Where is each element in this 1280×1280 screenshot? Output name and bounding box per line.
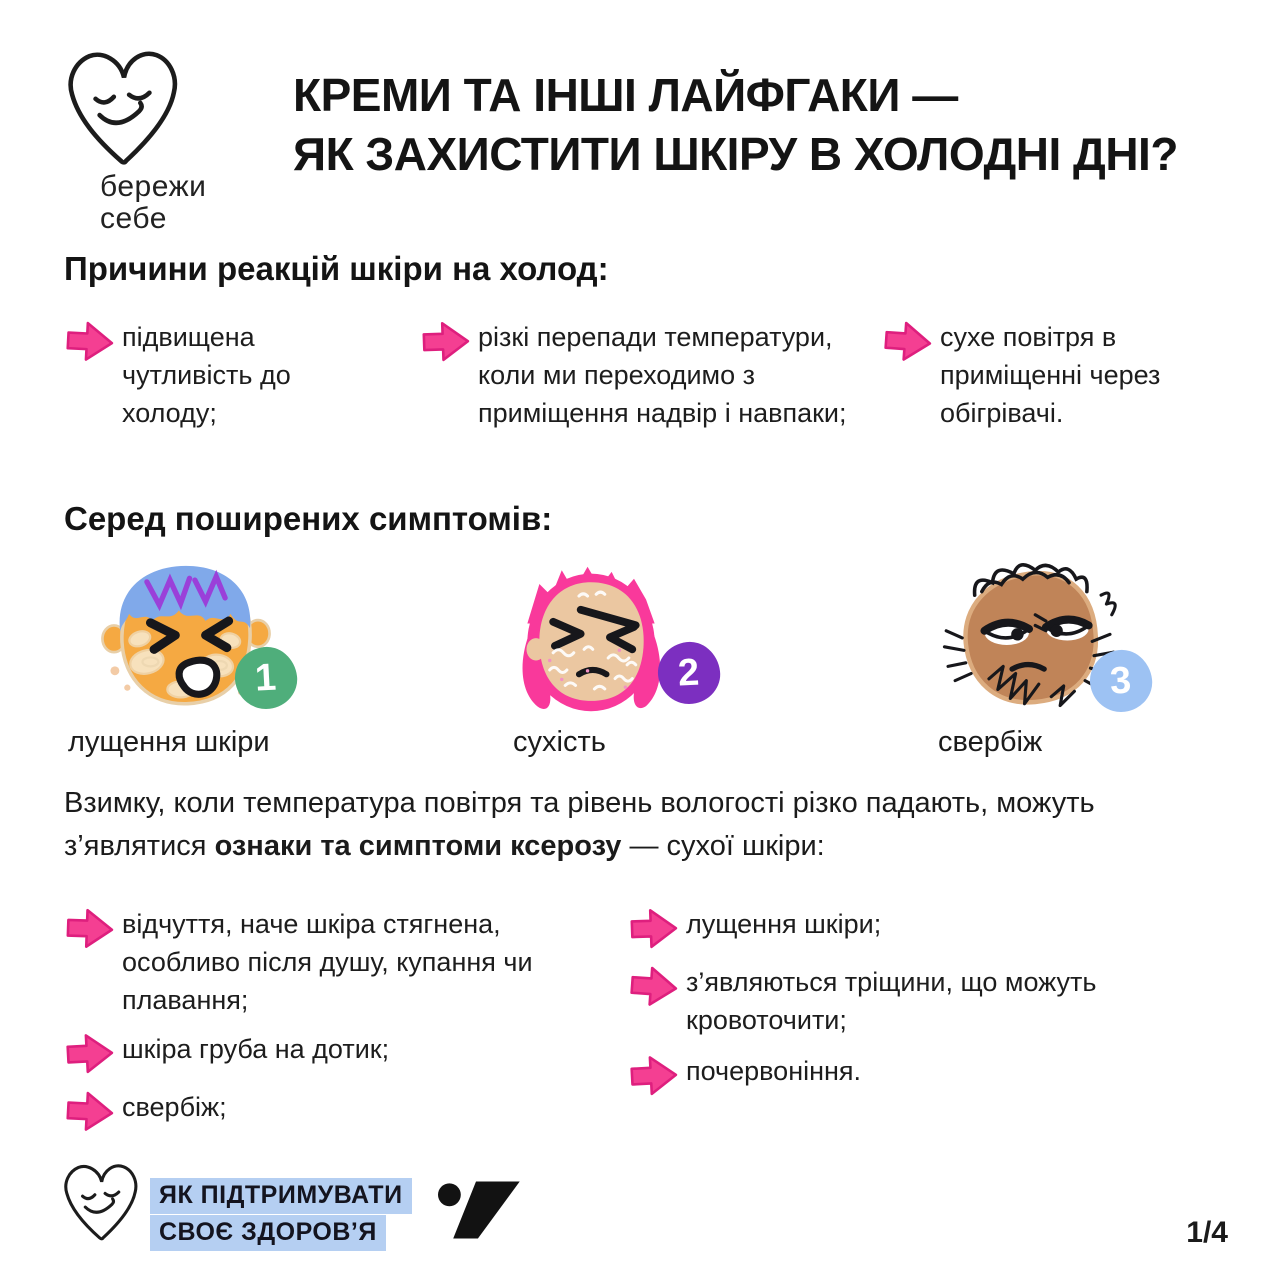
footer-tagline (150, 1178, 412, 1252)
xerosis-intro (64, 782, 1229, 868)
symptom-label: сухість (513, 726, 606, 758)
badge-number: 3 (1109, 658, 1133, 703)
arrow-right-icon (65, 1031, 115, 1077)
xerosis-text: лущення шкіри; (686, 909, 882, 939)
xerosis-text: свербіж; (122, 1092, 227, 1122)
footer-tagline-line2: СВОЄ ЗДОРОВ’Я (150, 1215, 386, 1251)
xerosis-intro-text: Взимку, коли температура повітря та рівень вологості різко падають, можуть з’являтися (64, 787, 1095, 862)
arrow-right-icon (65, 1089, 115, 1135)
symptoms-heading: Серед поширених симптомів: (64, 500, 553, 537)
symptom-label: свербіж (938, 726, 1043, 758)
arrow-right-icon (629, 963, 680, 1010)
xerosis-text: з’являються тріщини, що можуть кровоточити; (686, 967, 1097, 1035)
footer-tagline-line1: ЯК ПІДТРИМУВАТИ (150, 1178, 412, 1214)
page-title (293, 66, 1178, 184)
heart-face-logo-icon (62, 45, 184, 173)
arrow-right-icon (883, 318, 934, 365)
arrow-right-icon (65, 319, 115, 365)
brand-name-line1: бережи (100, 170, 207, 203)
xerosis-intro-tail: — сухої шкіри: (621, 830, 825, 862)
footer-brand-logo (60, 1158, 142, 1253)
arrow-right-icon (421, 319, 471, 365)
xerosis-text: шкіра груба на дотик; (122, 1034, 390, 1064)
badge-number: 2 (677, 650, 701, 695)
arrow-right-icon (65, 906, 115, 952)
brand-logo (62, 45, 184, 178)
xerosis-intro-bold: ознаки та симптоми ксерозу (214, 830, 622, 862)
brand-name (100, 171, 206, 235)
cause-text: різкі перепади температури, коли ми переходимо з приміщення надвір і навпаки; (478, 322, 847, 428)
badge-number: 1 (254, 655, 278, 700)
arrow-right-icon (629, 1053, 679, 1099)
heart-face-logo-icon (60, 1158, 142, 1248)
xerosis-text: відчуття, наче шкіра стягнена, особливо після душу, купання чи плавання; (122, 909, 533, 1015)
brand-name-line2: себе (100, 202, 167, 235)
dot-slash-logo-icon (428, 1172, 524, 1248)
xerosis-text: почервоніння. (686, 1056, 862, 1086)
dry-skin-face-illustration (505, 556, 677, 716)
symptom-label: лущення шкіри (68, 726, 270, 758)
page-title-line1: КРЕМИ ТА ІНШІ ЛАЙФГАКИ — (293, 69, 958, 121)
causes-heading: Причини реакцій шкіри на холод: (64, 250, 609, 287)
cause-text: сухе повітря в приміщенні через обігрівачі. (940, 322, 1161, 428)
page-title-line2: ЯК ЗАХИСТИТИ ШКІРУ В ХОЛОДНІ ДНІ? (293, 128, 1178, 180)
arrow-right-icon (629, 906, 679, 952)
page-number: 1/4 (1186, 1216, 1228, 1249)
cause-text: підвищена чутливість до холоду; (122, 322, 291, 428)
